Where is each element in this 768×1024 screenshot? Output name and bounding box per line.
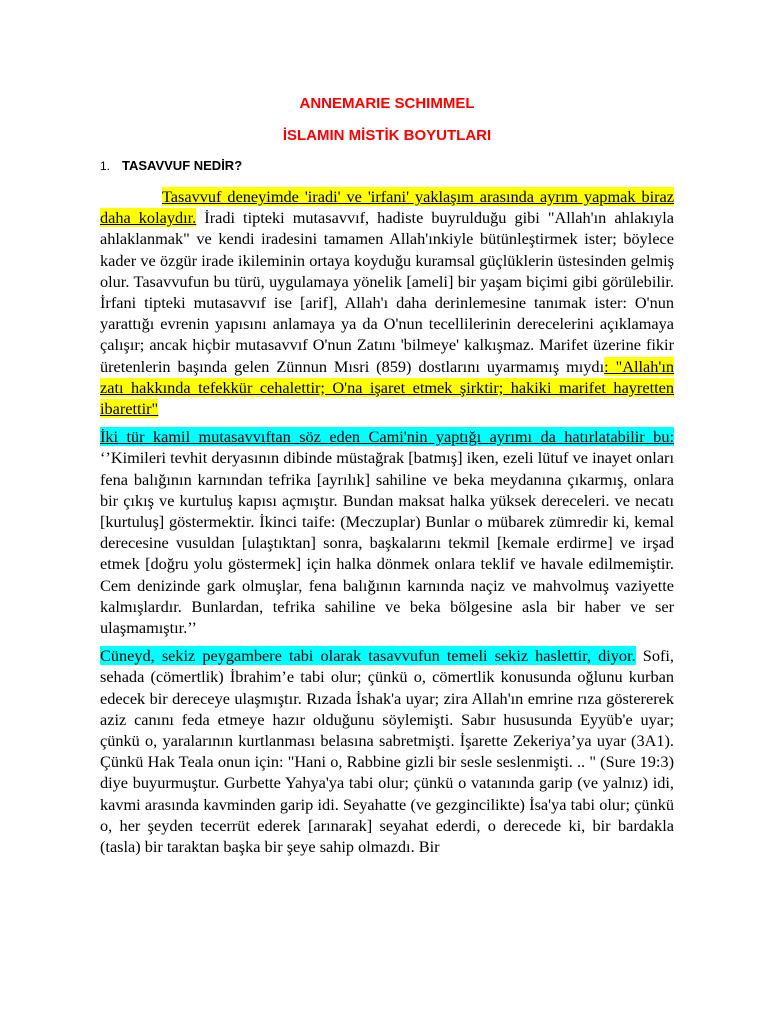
author-name: ANNEMARIE SCHIMMEL (299, 95, 475, 112)
paragraph-text: ‘’Kimileri tevhit deryasının dibinde müstağrak [batmış] iken, ezeli lütuf ve inayet onları fena balığının karnından tefrika [ayrılık] sahiline ve beka meydanına çıkarmış, onlara bir çıkış ve kurtuluş kapısı açmıştır. Bundan maksat halka yüksek dereceleri. ve necatı [kurtuluş] göstermektir. İkinci taife: (Meczuplar) Bunlar o mübarek zümredir ki, kemal derecesine vusuldan [ulaştıktan] sonra, başkalarını tekmil [kemale erdirme] ve irşad etmek [doğru yolu göstermek] için halka dönmek onlara teklif ve havale edilmemiştir. Cem denizinde gark olmuşlar, fena balığının karnında naçiz ve mahvolmuş vaziyette kalmışlardır. Bunlardan, tefrika sahiline ve beka bölgesine asla bir haber ve ser ulaşmamıştır.’’ (100, 448, 674, 638)
paragraph-text: İradi tipteki mutasavvıf, hadiste buyrulduğu gibi "Allah'ın ahlakıyla ahlaklanmak" ve kendi iradesini tamamen Allah'ınkiyle bütünleştirmek ister; böylece kader ve özgür irade ikileminin ortaya koyduğu kuramsal güçlüklerin üstesinden gelmiş olur. Tasavvufun bu türü, uygulamaya yönelik [ameli] bir yaşam biçimi gibi görülebilir. İrfani tipteki mutasavvıf ise [arif], Allah'ı daha derinlemesine tanımak ister: O'nun yarattığı evrenin yapısını anlamaya ya da O'nun tecellilerinin derecelerini açıklamaya çalışır; ancak hiçbir mutasavvıf O'nun Zatını 'bilmeye' kalkışmaz. Marifet üzerine fikir üretenlerin başında gelen Zünnun Mısri (859) dostlarını uyarmamış mıydı (100, 208, 674, 376)
paragraph-text: Sofi, sehada (cömertlik) İbrahim’e tabi olur; çünkü o, cömertlik konusunda oğlunu kurban edecek bir dereceye ulaşmıştır. Rızada İshak'a uyar; zira Allah'ın emrine rıza göstererek aziz canını feda etmeye hazır olduğunu söylemişti. Sabır hususunda Eyyüb'e uyar; çünkü o, yaralarının kurtlanması belasına sabretmişti. İşarette Zekeriya’ya uyar (3A1). Çünkü Hak Teala onun için: "Hani o, Rabbine gizli bir sesle seslenmişti. .. " (Sure 19:3) diye buyurmuştur. Gurbette Yahya'ya tabi olur; çünkü o vatanında garip (ve yalnız) idi, kavmi arasında kavminden garip idi. Seyahatte (ve gezgincilikte) İsa'ya tabi olur; çünkü o, her şeyden tecerrüt ederek [arınarak] seyahat ederdi, o derecede ki, bir bardakla (tasla) bir taraktan başka bir şeye sahip olmazdı. Bir (100, 646, 674, 857)
paragraph-1 (100, 186, 674, 419)
section-number: 1. (100, 159, 111, 173)
highlighted-sentence: Cüneyd, sekiz peygambere tabi olarak tasavvufun temeli sekiz haslettir, diyor. (100, 646, 636, 666)
highlighted-quote: : "Allah'ın zatı hakkında tefekkür cehalettir; O'na işaret etmek şirktir; hakiki marifet hayretten ibarettir" (100, 356, 674, 419)
highlighted-sentence: İki tür kamil mutasavvıftan söz eden Cami'nin yaptığı ayrımı da hatırlatabilir bu: (100, 427, 674, 447)
section-heading (100, 157, 674, 175)
book-title: İSLAMIN MİSTİK BOYUTLARI (282, 127, 492, 144)
section-title: TASAVVUF NEDİR? (122, 158, 243, 173)
paragraph-3 (100, 645, 674, 857)
paragraph-2 (100, 426, 674, 638)
highlighted-sentence: Tasavvuf deneyimde 'iradi' ve 'irfani' yaklaşım arasında ayrım yapmak biraz daha kolaydır. (100, 187, 674, 228)
